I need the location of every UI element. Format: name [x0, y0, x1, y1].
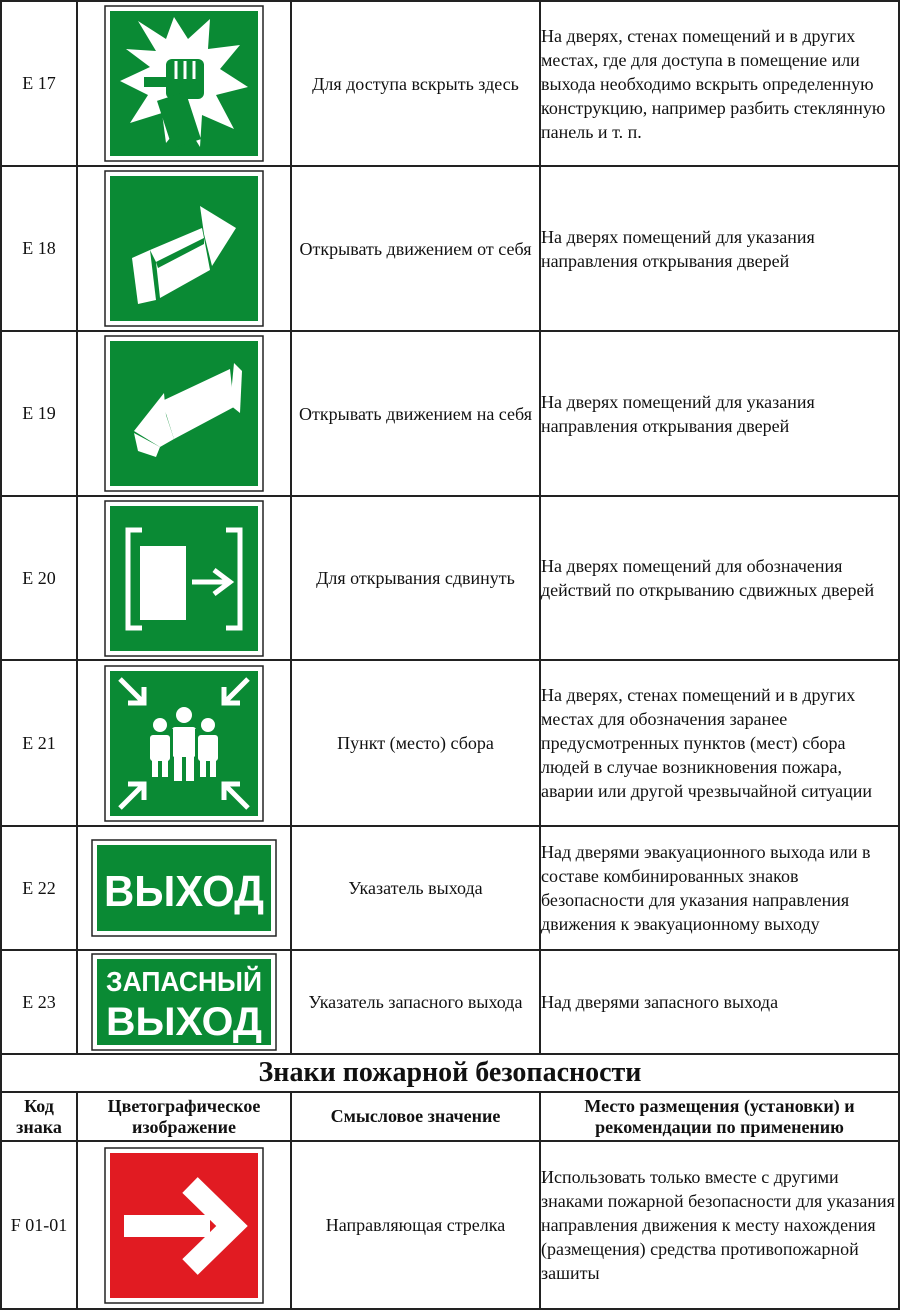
table-row: [1, 826, 899, 950]
emergency-exit-sign-icon: [91, 953, 277, 1051]
table-row: [1, 660, 899, 826]
header-image: Цветографическое изображение: [77, 1092, 291, 1141]
sign-meaning: Открывать движением на себя: [291, 331, 540, 496]
pull-door-arrow-icon: [104, 335, 264, 492]
table-row: [1, 1, 899, 166]
table-row: [1, 166, 899, 331]
sign-code: E 23: [1, 950, 77, 1054]
sign-meaning: Для доступа вскрыть здесь: [291, 1, 540, 166]
sign-meaning: Указатель запасного выхода: [291, 950, 540, 1054]
assembly-point-icon: [104, 665, 264, 822]
break-glass-fist-icon: [104, 5, 264, 162]
direction-arrow-icon: [104, 1147, 264, 1304]
sign-meaning: Пункт (место) сбора: [291, 660, 540, 826]
exit-sign-icon: [91, 839, 277, 937]
sign-meaning: Открывать движением от себя: [291, 166, 540, 331]
sign-meaning: Направляющая стрелка: [291, 1141, 540, 1309]
table-row: [1, 950, 899, 1054]
sign-placement: На дверях, стенах помещений и в других местах для обозначения заранее предусмотренных пунктов (мест) сбора людей в случае возникновения пожара, аварии или другой чрезвычайной ситуации: [540, 660, 899, 826]
sign-placement: На дверях, стенах помещений и в других местах, где для доступа в помещение или выхода необходимо вскрыть определенную конструкцию, например разбить стеклянную панель и т. п.: [540, 1, 899, 166]
sign-placement: На дверях помещений для указания направления открывания дверей: [540, 331, 899, 496]
header-meaning: Смысловое значение: [291, 1092, 540, 1141]
sign-placement: На дверях помещений для указания направления открывания дверей: [540, 166, 899, 331]
push-door-arrow-icon: [104, 170, 264, 327]
sign-code: E 21: [1, 660, 77, 826]
sign-code: E 18: [1, 166, 77, 331]
sign-placement: Использовать только вместе с другими знаками пожарной безопасности для указания направления движения к месту нахождения (размещения) средства противопожарной зашиты: [540, 1141, 899, 1309]
sign-placement: На дверях помещений для обозначения действий по открыванию сдвижных дверей: [540, 496, 899, 660]
sliding-door-icon: [104, 500, 264, 657]
header-place: Место размещения (установки) и рекомендации по применению: [540, 1092, 899, 1141]
table-row: [1, 1141, 899, 1309]
sign-code: E 20: [1, 496, 77, 660]
table-row: [1, 331, 899, 496]
sign-meaning: Указатель выхода: [291, 826, 540, 950]
sign-code: E 22: [1, 826, 77, 950]
sign-meaning: Для открывания сдвинуть: [291, 496, 540, 660]
emergency-exit-sign-text-top: ЗАПАСНЫЙ: [106, 966, 272, 997]
exit-sign-text: ВЫХОД: [104, 867, 264, 916]
sign-code: F 01-01: [1, 1141, 77, 1309]
sign-placement: Над дверями эвакуационного выхода или в составе комбинированных знаков безопасности для указания направления движения к эвакуационному выходу: [540, 826, 899, 950]
sign-code: E 17: [1, 1, 77, 166]
sign-placement: Над дверями запасного выхода: [540, 950, 899, 1054]
sign-code: E 19: [1, 331, 77, 496]
table-row: [1, 496, 899, 660]
table-header: [1, 1092, 899, 1141]
emergency-exit-sign-text-bottom: ВЫХОД: [106, 1000, 262, 1044]
header-code: Код знака: [1, 1092, 77, 1141]
section-title: Знаки пожарной безопасности: [1, 1054, 899, 1092]
